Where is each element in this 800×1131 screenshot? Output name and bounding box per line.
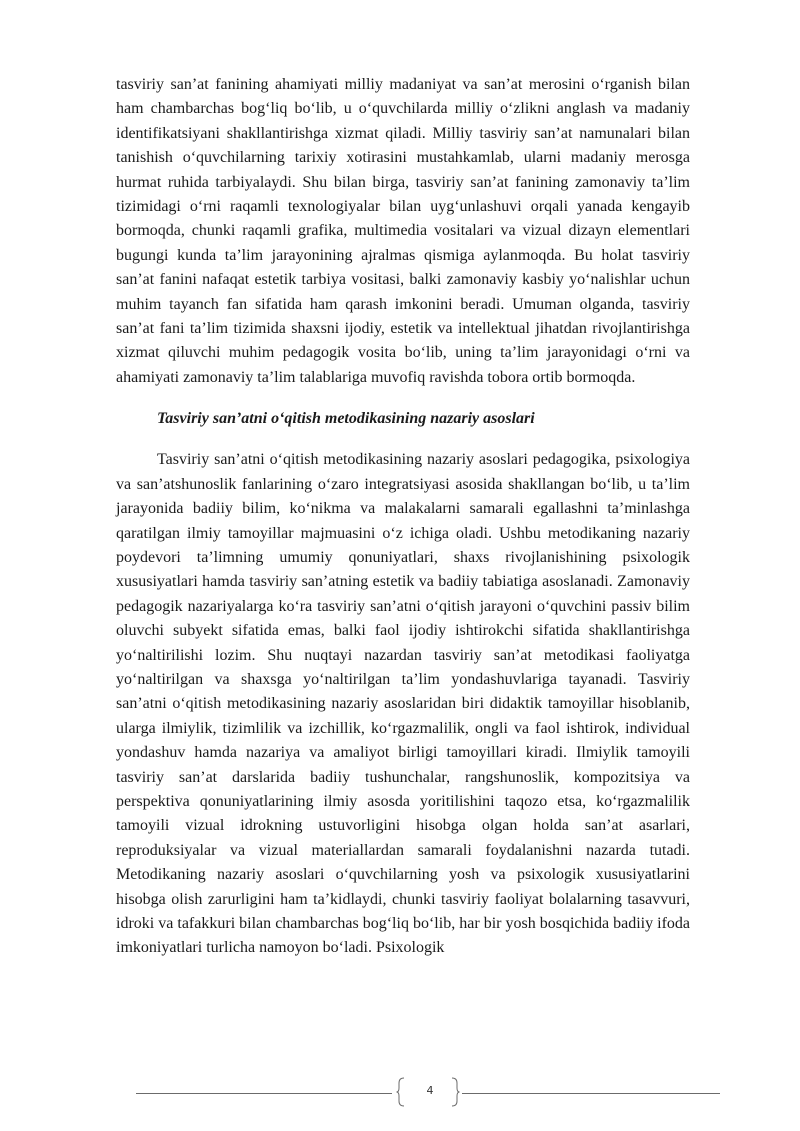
left-brace-icon [396, 1077, 405, 1107]
footer-rule-left [136, 1093, 392, 1094]
page-number: 4 [426, 1084, 434, 1097]
right-brace-icon [451, 1077, 460, 1107]
page-footer [0, 1074, 800, 1114]
body-paragraph: Tasviriy san’atni o‘qitish metodikasining nazariy asoslari pedagogika, psixologiya va san’atshunoslik fanlarining o‘zaro integratsiyasi asosida shakllangan bo‘lib, u ta’lim jarayonida badiiy bilim, ko‘nikma va malakalarni samarali egallashni ta’minlashga qaratilgan ilmiy tamoyillar majmuasini o‘z ichiga oladi. Ushbu metodikaning nazariy poydevori ta’limning umumiy qonuniyatlari, shaxs rivojlanishining psixologik xususiyatlari hamda tasviriy san’atning estetik va badiiy tabiatiga asoslanadi. Zamonaviy pedagogik nazariyalarga ko‘ra tasviriy san’atni o‘qitish jarayoni o‘quvchini passiv bilim oluvchi subyekt sifatida emas, balki faol ijodiy ishtirokchi sifatida shakllantirishga yo‘naltirilishi lozim. Shu nuqtayi nazardan tasviriy san’at metodikasi faoliyatga yo‘naltirilgan va shaxsga yo‘naltirilgan ta’lim yondashuvlariga tayanadi. Tasviriy san’atni o‘qitish metodikasining nazariy asoslaridan biri didaktik tamoyillar hisoblanib, ularga ilmiylik, tizimlilik va izchillik, ko‘rgazmalilik, ongli va faol ishtirok, individual yondashuv hamda nazariya va amaliyot birligi tamoyillari kiradi. Ilmiylik tamoyili tasviriy san’at darslarida badiiy tushunchalar, rangshunoslik, kompozitsiya va perspektiva qonuniyatlarining ilmiy asosda yoritilishini taqozo etsa, ko‘rgazmalilik tamoyili vizual idrokning ustuvorligini hisobga olgan holda san’at asarlari, reproduksiyalar va vizual materiallardan samarali foydalanishni nazarda tutadi. Metodikaning nazariy asoslari o‘quvchilarning yosh va psixologik xususiyatlarini hisobga olish zarurligini ham ta’kidlaydi, chunki tasviriy faoliyat bolalarning tasavvuri, idroki va tafakkuri bilan chambarchas bog‘liq bo‘lib, har bir yosh bosqichida badiiy ifoda imkoniyatlari turlicha namoyon bo‘ladi. Psixologik [116, 451, 690, 957]
footer-rule-right [462, 1093, 720, 1094]
document-body [116, 73, 690, 961]
body-paragraph: tasviriy san’at fanining ahamiyati milliy madaniyat va san’at merosini o‘rganish bilan ham chambarchas bog‘liq bo‘lib, u o‘quvchilarda milliy o‘zlikni anglash va madaniy identifikatsiyani shakllantirishga xizmat qiladi. Milliy tasviriy san’at namunalari bilan tanishish o‘quvchilarning tarixiy xotirasini mustahkamlab, ularni madaniy merosga hurmat ruhida tarbiyalaydi. Shu bilan birga, tasviriy san’at fanining zamonaviy ta’lim tizimidagi o‘rni raqamli texnologiyalar bilan uyg‘unlashuvi orqali yanada kengayib bormoqda, chunki raqamli grafika, multimedia vositalari va vizual dizayn elementlari bugungi kunda ta’lim jarayonining ajralmas qismiga aylanmoqda. Bu holat tasviriy san’at fanini nafaqat estetik tarbiya vositasi, balki zamonaviy kasbiy yo‘nalishlar uchun muhim tayanch fan sifatida ham qarash imkonini beradi. Umuman olganda, tasviriy san’at fani ta’lim tizimida shaxsni ijodiy, estetik va intellektual jihatdan rivojlantirishga xizmat qiluvchi muhim pedagogik vosita bo‘lib, uning ta’lim jarayonidagi o‘rni va ahamiyati zamonaviy ta’lim talablariga muvofiq ravishda tobora ortib bormoqda. [116, 76, 690, 386]
section-heading: Tasviriy san’atni o‘qitish metodikasining nazariy asoslari [157, 410, 535, 428]
